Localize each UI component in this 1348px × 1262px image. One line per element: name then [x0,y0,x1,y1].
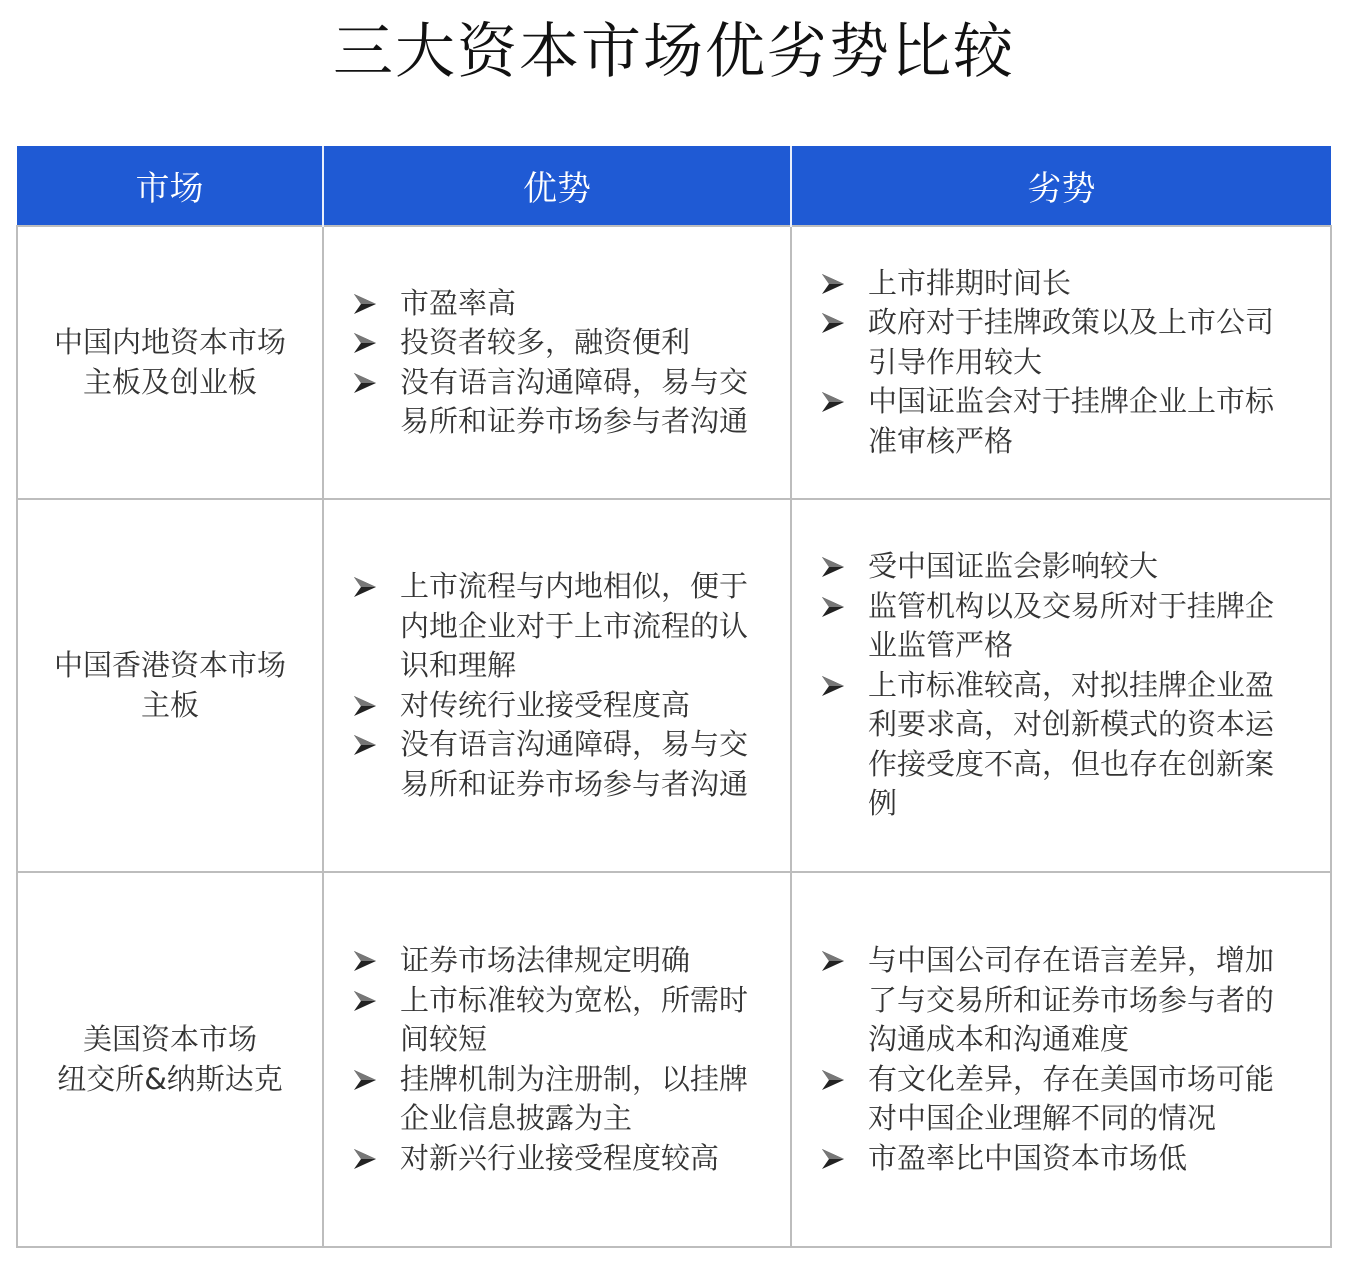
arrow-bullet-icon [354,373,376,393]
header-market: 市场 [17,146,323,226]
page-title: 三大资本市场优劣势比较 [333,17,1015,87]
arrow-bullet-icon [822,597,844,617]
market-board: 纽交所&纳斯达克 [57,1061,283,1096]
list-item: 对新兴行业接受程度较高 [354,1139,762,1179]
arrow-bullet-icon [354,577,376,597]
market-name: 中国内地资本市场 [53,325,286,359]
arrow-bullet-icon [822,557,844,577]
arrow-bullet-icon [354,294,376,314]
list-item: 投资者较多，融资便利 [354,323,762,363]
list-item: 挂牌机制为注册制，以挂牌企业信息披露为主 [354,1060,762,1139]
disadvantages-cell [791,226,1331,499]
arrow-bullet-icon [822,392,844,412]
advantages-cell [323,872,791,1247]
market-board: 主板及创业板 [82,364,257,399]
table-row-hongkong [17,499,1331,872]
arrow-bullet-icon [822,1149,844,1169]
list-item: 监管机构以及交易所对于挂牌企业监管严格 [822,587,1294,666]
arrow-bullet-icon [354,951,376,971]
header-disadvantages: 劣势 [791,146,1331,226]
arrow-bullet-icon [822,1070,844,1090]
disadvantages-cell [791,872,1331,1247]
table-row-us [17,872,1331,1247]
arrow-bullet-icon [822,313,844,333]
list-item: 与中国公司存在语言差异，增加了与交易所和证券市场参与者的沟通成本和沟通难度 [822,941,1294,1060]
list-item: 上市流程与内地相似，便于内地企业对于上市流程的认识和理解 [354,567,762,686]
comparison-table [16,146,1332,1248]
list-item: 政府对于挂牌政策以及上市公司引导作用较大 [822,303,1294,382]
table-row-mainland [17,226,1331,499]
arrow-bullet-icon [822,274,844,294]
arrow-bullet-icon [354,696,376,716]
arrow-bullet-icon [354,1070,376,1090]
header-advantages: 优势 [323,146,791,226]
list-item: 对传统行业接受程度高 [354,686,762,726]
market-name: 美国资本市场 [82,1022,257,1056]
arrow-bullet-icon [822,951,844,971]
market-cell [17,226,323,499]
list-item: 没有语言沟通障碍，易与交易所和证券市场参与者沟通 [354,725,762,804]
list-item: 市盈率高 [354,284,762,324]
advantages-cell [323,499,791,872]
table-header [17,146,1331,226]
list-item: 上市排期时间长 [822,264,1294,304]
market-cell [17,499,323,872]
list-item: 证券市场法律规定明确 [354,941,762,981]
list-item: 上市标准较高，对拟挂牌企业盈利要求高，对创新模式的资本运作接受度不高，但也存在创新案例 [822,666,1294,824]
list-item: 上市标准较为宽松，所需时间较短 [354,981,762,1060]
list-item: 受中国证监会影响较大 [822,547,1294,587]
market-name: 中国香港资本市场 [53,648,286,682]
list-item: 没有语言沟通障碍，易与交易所和证券市场参与者沟通 [354,363,762,442]
arrow-bullet-icon [822,676,844,696]
market-cell [17,872,323,1247]
arrow-bullet-icon [354,991,376,1011]
advantages-cell [323,226,791,499]
arrow-bullet-icon [354,735,376,755]
list-item: 市盈率比中国资本市场低 [822,1139,1294,1179]
market-board: 主板 [140,687,199,722]
arrow-bullet-icon [354,333,376,353]
disadvantages-cell [791,499,1331,872]
list-item: 有文化差异，存在美国市场可能对中国企业理解不同的情况 [822,1060,1294,1139]
arrow-bullet-icon [354,1149,376,1169]
list-item: 中国证监会对于挂牌企业上市标准审核严格 [822,382,1294,461]
